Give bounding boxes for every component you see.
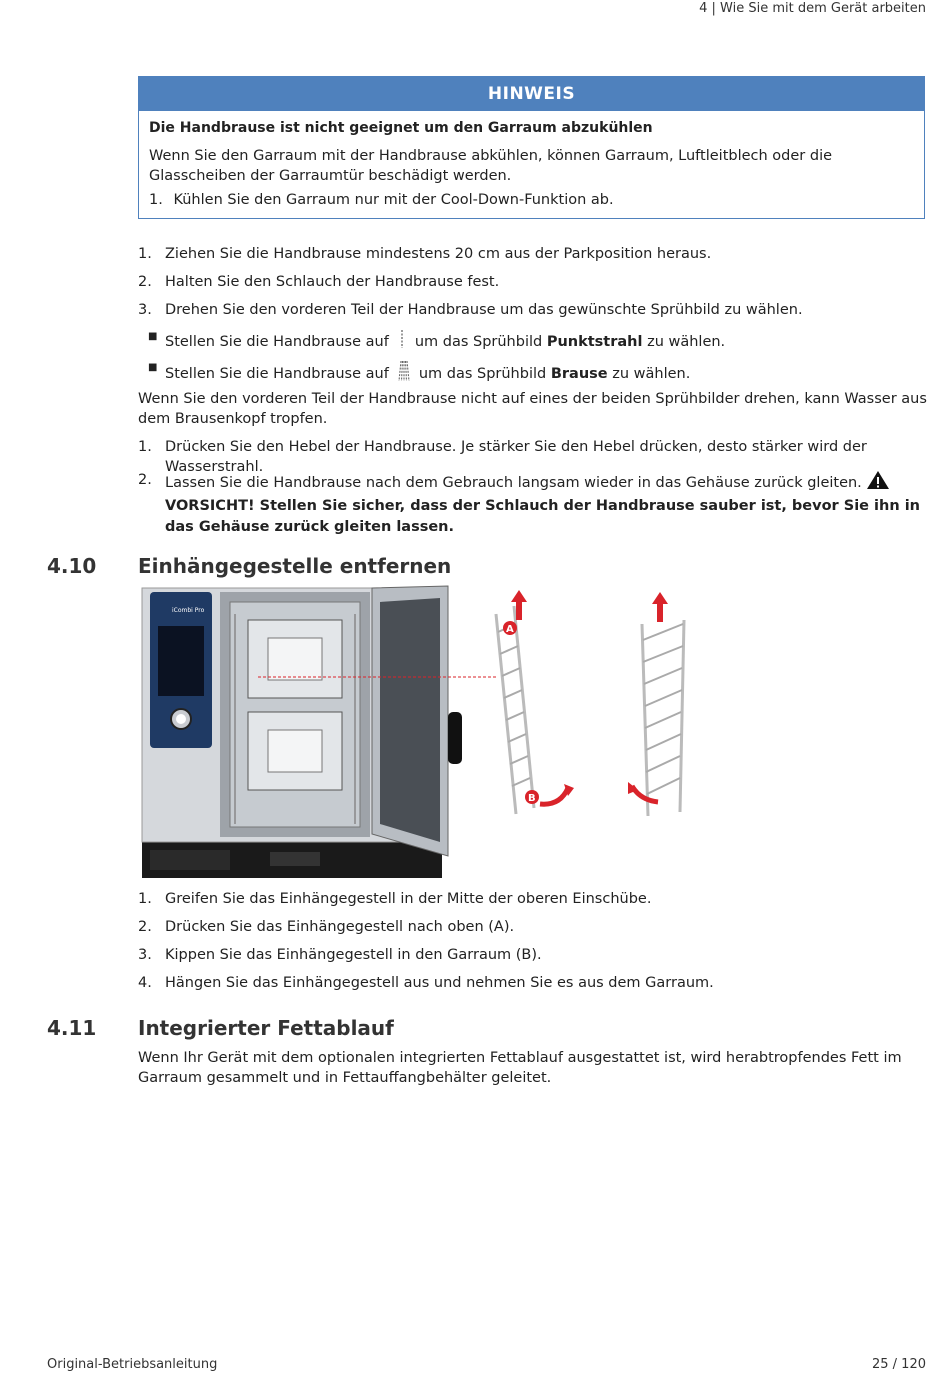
spray-shower-icon <box>397 361 411 387</box>
bullet-text: Stellen Sie die Handbrause auf um das Sprühbild Punktstrahl zu wählen. <box>165 330 928 354</box>
warning-icon <box>866 470 890 496</box>
step-text: Hängen Sie das Einhängegestell aus und nehmen Sie es aus dem Garraum. <box>165 975 714 991</box>
step-number: 4. <box>138 975 152 991</box>
section-number: 4.10 <box>47 554 97 578</box>
step-number: 1. <box>138 439 152 455</box>
step-number: 3. <box>138 947 152 963</box>
paragraph: Wenn Ihr Gerät mit dem optionalen integrierten Fettablauf ausgestattet ist, wird herabtropfendes Fett im Garraum gesammelt und in Fettauffangbehälter geleitet. <box>138 1050 902 1087</box>
step-text: Drehen Sie den vorderen Teil der Handbrause um das gewünschte Sprühbild zu wählen. <box>165 302 803 318</box>
bullet-text: Stellen Sie die Handbrause auf um das Sprühbild Brause zu wählen. <box>165 361 928 387</box>
notice-step-num: 1. <box>149 192 163 209</box>
step-number: 2. <box>138 919 152 935</box>
notice-step-text: Kühlen Sie den Garraum nur mit der Cool-Down-Funktion ab. <box>173 192 614 209</box>
page-number: 25 / 120 <box>872 1357 926 1372</box>
step-number: 1. <box>138 891 152 907</box>
bullet-icon: ■ <box>148 331 158 342</box>
step-number: 2. <box>138 274 152 290</box>
chapter-header: 4 | Wie Sie mit dem Gerät arbeiten <box>699 1 926 16</box>
notice-text: Wenn Sie den Garraum mit der Handbrause abkühlen, können Garraum, Luftleitblech oder die Glasscheiben der Garraumtür beschädigt werden. <box>149 147 833 184</box>
step-text: Halten Sie den Schlauch der Handbrause fest. <box>165 274 500 290</box>
notice-body <box>139 111 924 218</box>
brand-label: iCombi Pro <box>172 607 205 614</box>
label-b: B <box>528 793 536 804</box>
paragraph: Wenn Sie den vorderen Teil der Handbrause nicht auf eines der beiden Sprühbilder drehen, kann Wasser aus dem Brausenkopf tropfen. <box>138 391 927 428</box>
notice-box <box>138 76 925 219</box>
warning-text: VORSICHT! Stellen Sie sicher, dass der Schlauch der Handbrause sauber ist, bevor Sie ihn in das Gehäuse zurück gleiten lassen. <box>165 498 920 535</box>
notice-step <box>149 190 914 210</box>
step-text: Greifen Sie das Einhängegestell in der Mitte der oberen Einschübe. <box>165 891 652 907</box>
step-text: Kippen Sie das Einhängegestell in den Garraum (B). <box>165 947 542 963</box>
step-text: Drücken Sie den Hebel der Handbrause. Je stärker Sie den Hebel drücken, desto stärker wird der Wasserstrahl. <box>165 439 867 476</box>
footer-doc-title: Original-Betriebsanleitung <box>47 1357 218 1372</box>
section-title: Integrierter Fettablauf <box>138 1016 394 1040</box>
step-text: Drücken Sie das Einhängegestell nach oben (A). <box>165 919 515 935</box>
spray-point-icon <box>397 330 407 354</box>
step-text: Ziehen Sie die Handbrause mindestens 20 cm aus der Parkposition heraus. <box>165 246 712 262</box>
notice-title: Die Handbrause ist nicht geeignet um den Garraum abzukühlen <box>149 120 653 136</box>
step-text: Lassen Sie die Handbrause nach dem Gebrauch langsam wieder in das Gehäuse zurück gleiten. VORSICHT! Stellen Sie sicher, dass der Schlauch der Handbrause sauber ist, bevor Sie ihn in das Gehäuse zurück gleiten lassen. <box>165 470 928 537</box>
notice-heading: HINWEIS <box>139 77 924 111</box>
combi-steamer-figure <box>140 584 700 880</box>
step-number: 3. <box>138 302 152 318</box>
section-title: Einhängegestelle entfernen <box>138 554 452 578</box>
label-a: A <box>506 624 514 635</box>
section-number: 4.11 <box>47 1016 97 1040</box>
bullet-icon: ■ <box>148 362 158 373</box>
step-number: 2. <box>138 472 152 488</box>
step-number: 1. <box>138 246 152 262</box>
